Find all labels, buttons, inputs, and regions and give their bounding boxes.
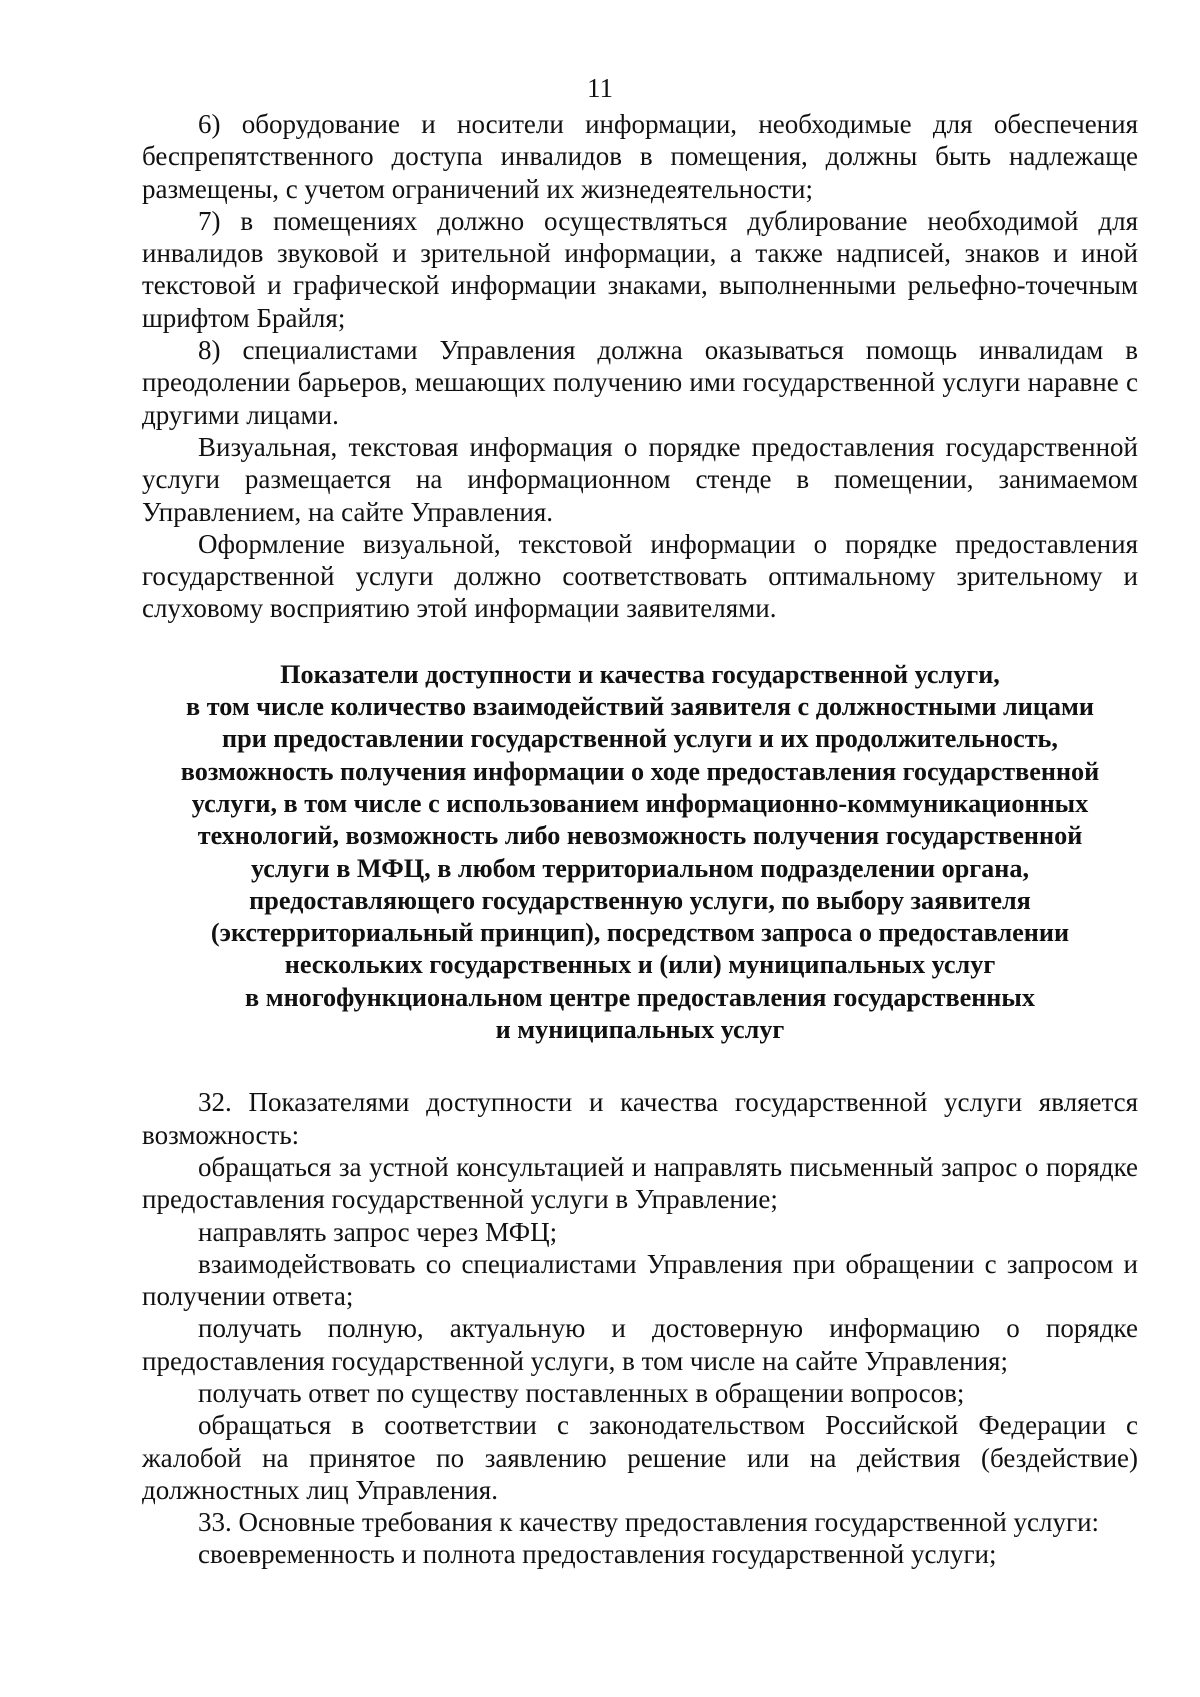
paragraph-item-32: 32. Показателями доступности и качества государственной услуги является возможность: xyxy=(142,1087,1138,1150)
paragraph-visual-info: Визуальная, текстовая информация о порядке предоставления государственной услуги размещается на информационном стенде в помещении, занимаемом Управлением, на сайте Управления. xyxy=(142,431,1138,527)
heading-line: (экстерриториальный принцип), посредством запроса о предоставлении xyxy=(210,918,1070,948)
paragraph-interaction: взаимодействовать со специалистами Управления при обращении с запросом и получении ответа; xyxy=(142,1248,1138,1312)
heading-line: услуги в МФЦ, в любом территориальном подразделении органа, xyxy=(250,853,1029,883)
paragraph-complaint: обращаться в соответствии с законодательством Российской Федерации с жалобой на принятое по заявлению решение или на действия (бездействие) должностных лиц Управления. xyxy=(142,1410,1138,1505)
paragraph-item-7: 7) в помещениях должно осуществляться дублирование необходимой для инвалидов звуковой и зрительной информации, а также надписей, знаков и иной текстовой и графической информации знаками, выполненными рельефно-точечным шрифтом Брайля; xyxy=(142,205,1138,333)
page-content xyxy=(142,108,1138,1571)
paragraph-consultation: обращаться за устной консультацией и направлять письменный запрос о порядке предоставления государственной услуги в Управление; xyxy=(142,1151,1138,1215)
heading-line: нескольких государственных и (или) муниципальных услуг xyxy=(284,950,996,980)
heading-line: услуги, в том числе с использованием информационно-коммуникационных xyxy=(191,788,1089,818)
heading-line: технологий, возможность либо невозможность получения государственной xyxy=(197,821,1083,851)
paragraph-item-8: 8) специалистами Управления должна оказываться помощь инвалидам в преодолении барьеров, мешающих получению ими государственной услуги наравне с другими лицами. xyxy=(142,335,1138,430)
paragraph-information: получать полную, актуальную и достоверную информацию о порядке предоставления государственной услуги, в том числе на сайте Управления; xyxy=(142,1313,1138,1376)
heading-line: предоставляющего государственную услуги, по выбору заявителя xyxy=(249,885,1031,915)
paragraph-timeliness: своевременность и полнота предоставления государственной услуги; xyxy=(198,1539,997,1570)
heading-line: Показатели доступности и качества государственной услуги, xyxy=(280,659,1000,689)
heading-line: в том числе количество взаимодействий заявителя с должностными лицами xyxy=(186,692,1094,722)
paragraph-item-6: 6) оборудование и носители информации, необходимые для обеспечения беспрепятственного доступа инвалидов в помещения, должны быть надлежаще размещены, с учетом ограничений их жизнедеятельности; xyxy=(142,109,1138,204)
page-number: 11 xyxy=(587,73,613,103)
paragraph-mfc-request: направлять запрос через МФЦ; xyxy=(198,1216,558,1247)
heading-line: возможность получения информации о ходе предоставления государственной xyxy=(180,756,1100,786)
heading-line: при предоставлении государственной услуги и их продолжительность, xyxy=(222,724,1058,754)
spacer xyxy=(142,1046,1138,1086)
section-heading xyxy=(142,625,1138,1047)
paragraph-answer: получать ответ по существу поставленных в обращении вопросов; xyxy=(198,1377,965,1408)
heading-line: и муниципальных услуг xyxy=(495,1015,785,1045)
paragraph-visual-design: Оформление визуальной, текстовой информации о порядке предоставления государственной услуги должно соответствовать оптимальному зрительному и слуховому восприятию этой информации заявителями. xyxy=(142,528,1138,624)
heading-line: в многофункциональном центре предоставления государственных xyxy=(245,982,1035,1012)
paragraph-item-33: 33. Основные требования к качеству предоставления государственной услуги: xyxy=(198,1507,1100,1538)
